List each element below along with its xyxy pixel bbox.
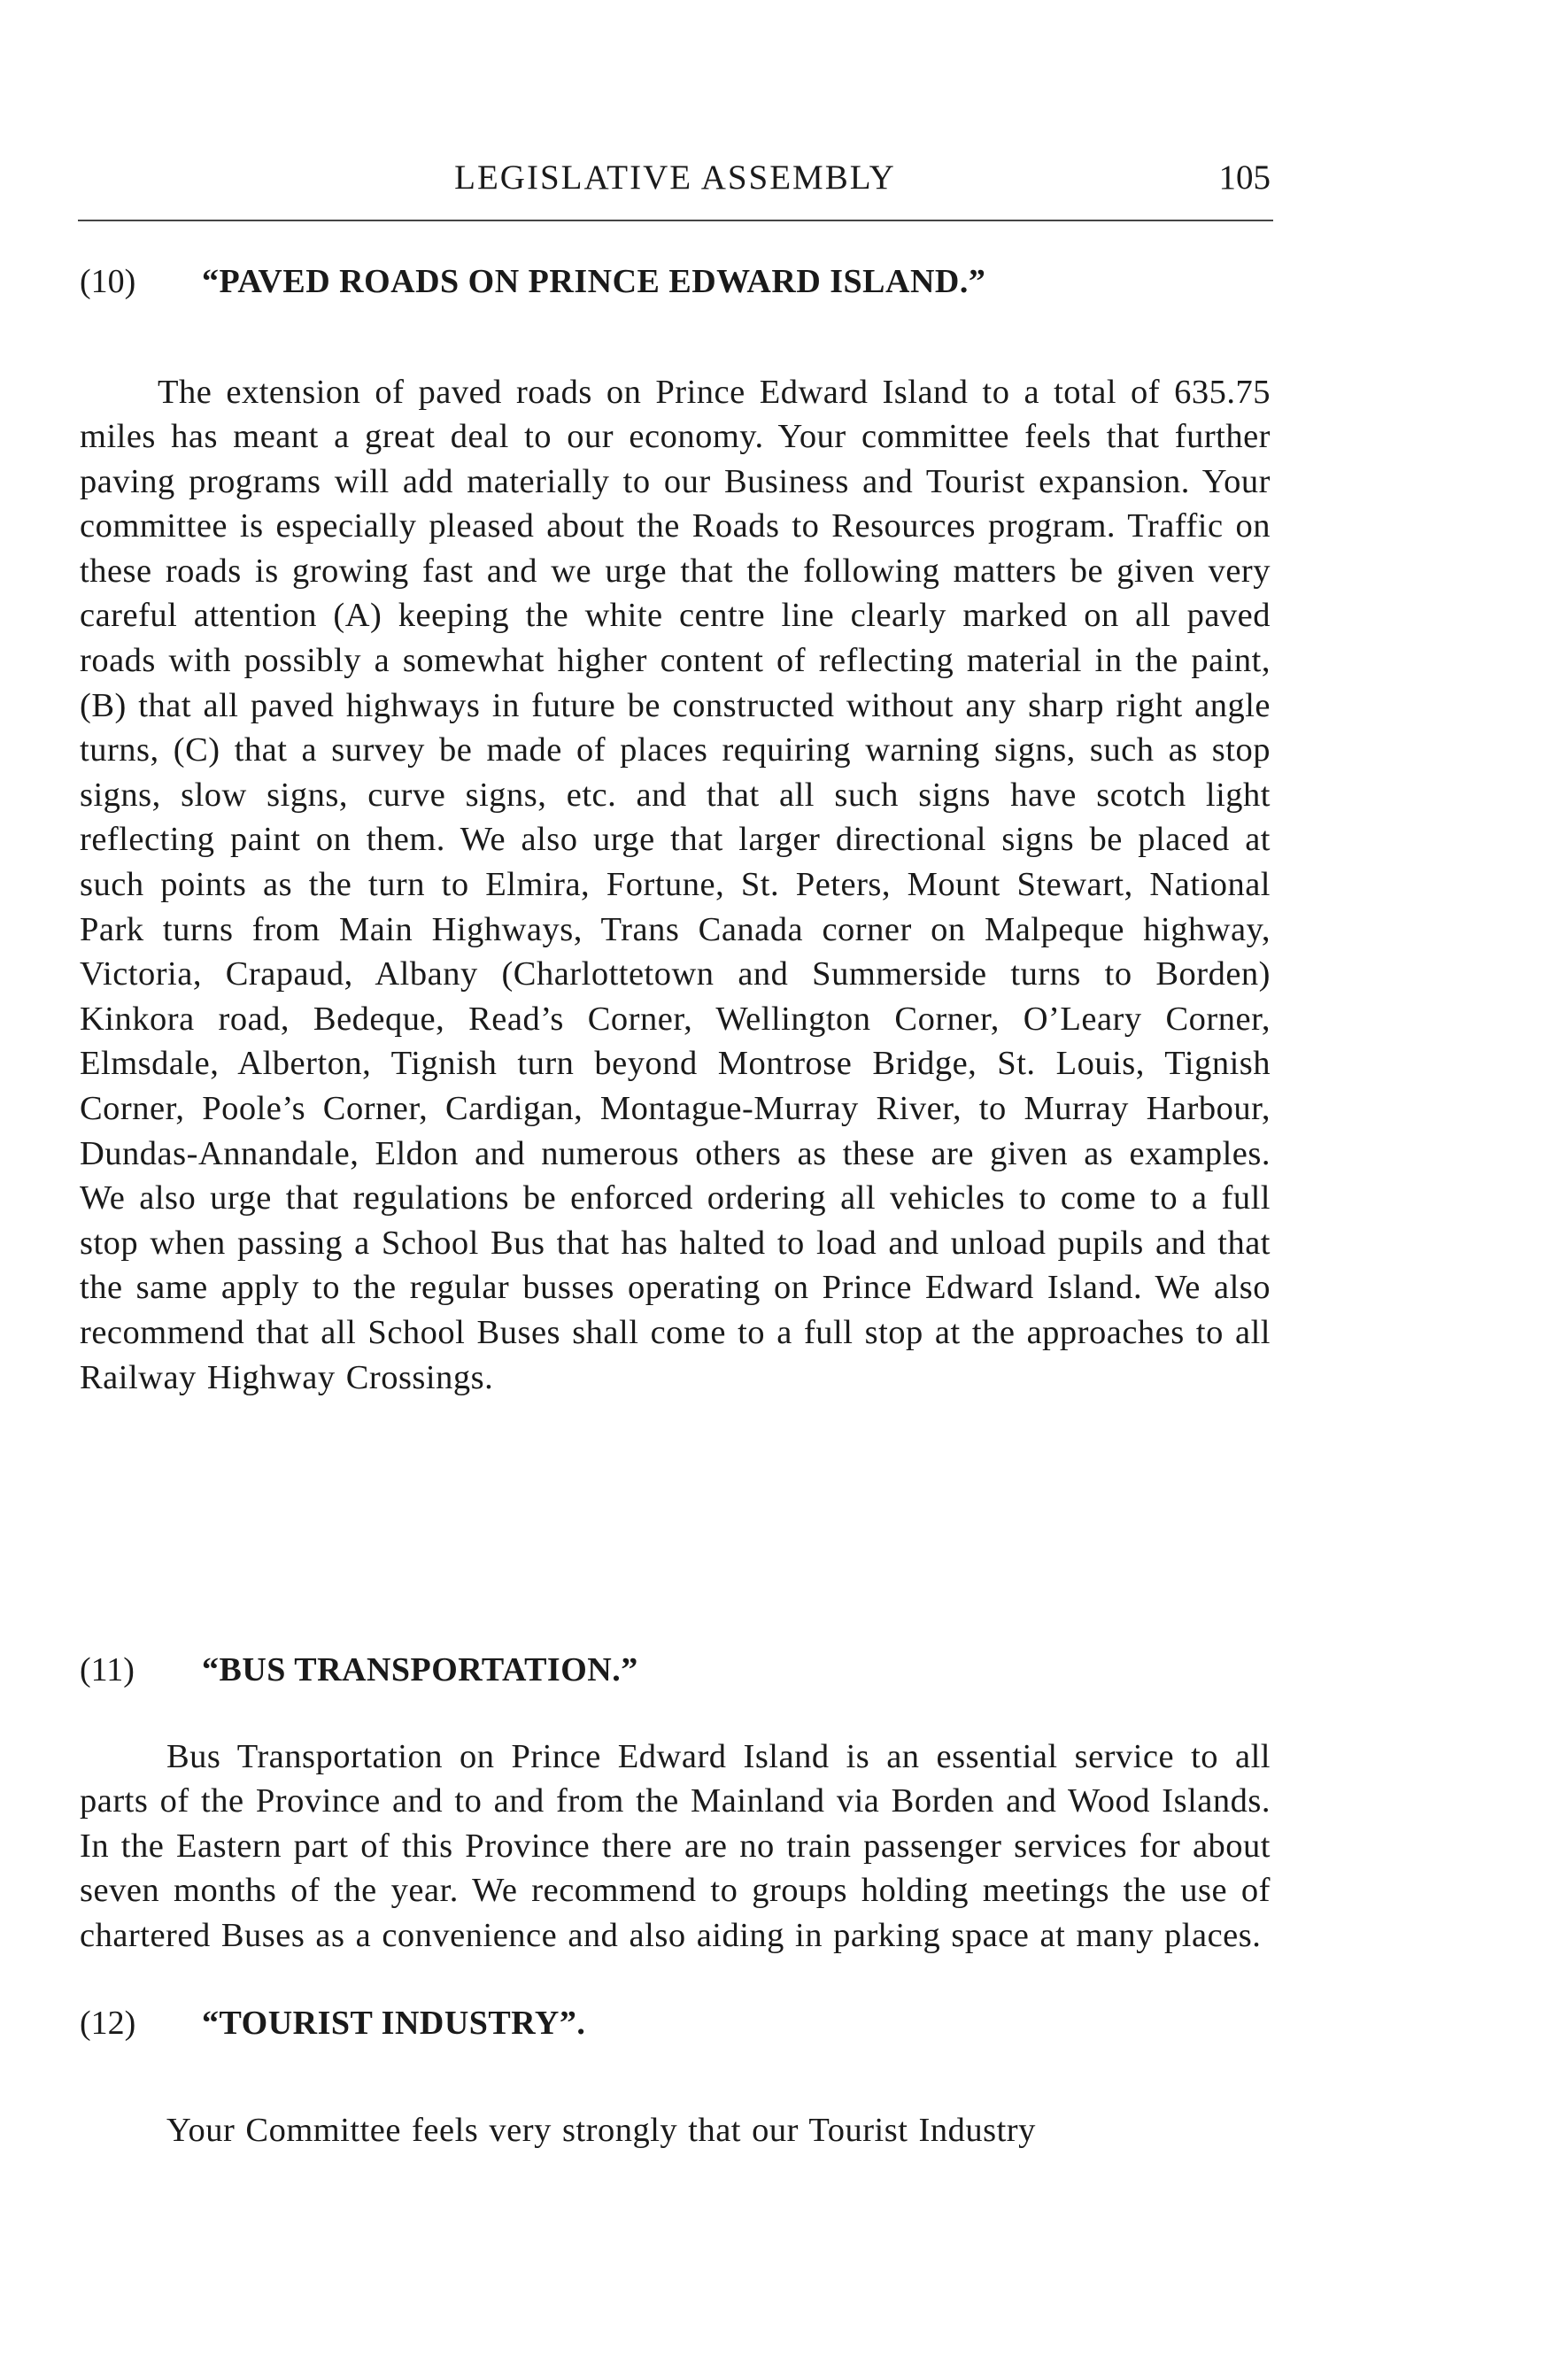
section-heading-12 [80,2004,1271,2043]
section-heading-10 [80,262,1271,301]
section-title: “PAVED ROADS ON PRINCE EDWARD ISLAND.” [202,263,986,300]
running-head [80,158,1271,211]
section-paragraph-11: Bus Transportation on Prince Edward Island is an essential service to all parts of the Province and to and from the Mainland via Borden and Wood Islands. In the Eastern part of this Province there are no train passenger services for about seven months of the year. We recommend to groups holding meetings the use of chartered Buses as a convenience and also aiding in parking space at many places. [80,1737,1271,1954]
section-number: (10) [80,263,136,300]
section-paragraph-10: The extension of paved roads on Prince Edward Island to a total of 635.75 miles has meant a great deal to our economy. Your committee feels that further paving programs will add materially to our Business and Tourist expansion. Your committee is especially pleased about the Roads to Resources program. Traffic on these roads is growing fast and we urge that the following matters be given very careful attention (A) keeping the white centre line clearly marked on all paved roads with possibly a somewhat higher content of reflecting material in the paint, (B) that all paved highways in future be constructed without any sharp right angle turns, (C) that a survey be made of places requiring warning signs, such as stop signs, slow signs, curve signs, etc. and that all such signs have scotch light reflecting paint on them. We also urge that larger directional signs be placed at such points as the turn to Elmira, Fortune, St. Peters, Mount Stewart, National Park turns from Main Highways, Trans Canada corner on Malpeque highway, Victoria, Crapaud, Albany (Charlottetown and Summerside turns to Borden) Kinkora road, Bedeque, Read’s Corner, Wellington Corner, O’Leary Corner, Elmsdale, Alberton, Tignish turn beyond Montrose Bridge, St. Louis, Tignish Corner, Poole’s Corner, Cardigan, Montague-Murray River, to Murray Harbour, Dundas-Annandale, Eldon and numerous others as these are given as examples. We also urge that regulations be enforced ordering all vehicles to come to a full stop when passing a School Bus that has halted to load and unload pupils and that the same apply to the regular busses operating on Prince Edward Island. We also recommend that all School Buses shall come to a full stop at the approaches to all Railway Highway Crossings. [80,373,1271,1396]
section-heading-11 [80,1650,1271,1689]
page-number: 105 [1218,158,1271,197]
section-number: (11) [80,1651,135,1688]
running-title: LEGISLATIVE ASSEMBLY [454,158,896,197]
section-paragraph-12: Your Committee feels very strongly that our Tourist Industry [166,2111,1036,2149]
section-title: “TOURIST INDUSTRY”. [202,2005,586,2042]
section-number: (12) [80,2005,136,2042]
section-title: “BUS TRANSPORTATION.” [202,1651,638,1688]
header-rule [78,220,1273,221]
